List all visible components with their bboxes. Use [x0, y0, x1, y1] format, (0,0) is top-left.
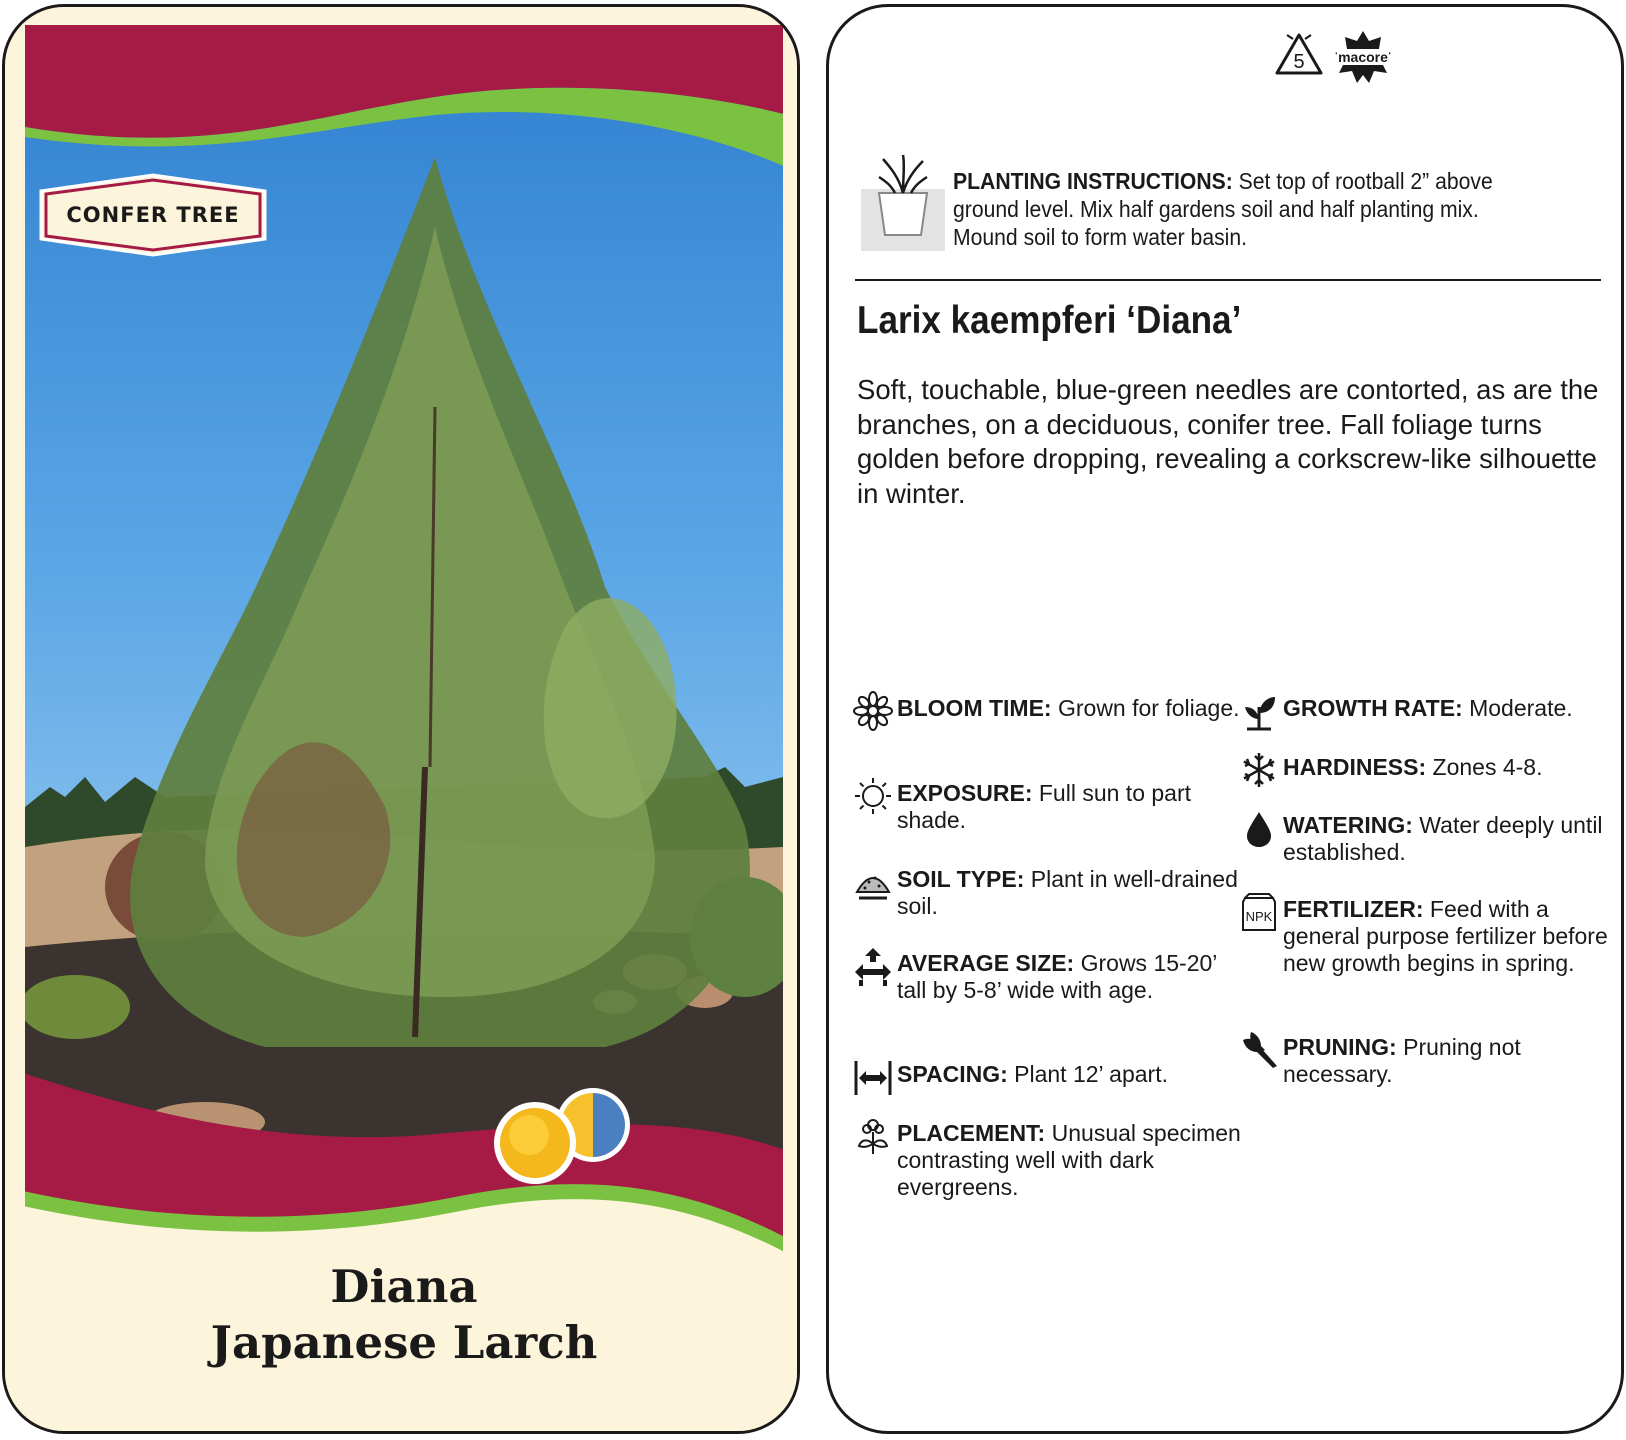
planting-instructions-label: PLANTING INSTRUCTIONS: [953, 168, 1233, 194]
growth-label: GROWTH RATE: [1283, 695, 1463, 721]
hardiness-label: HARDINESS: [1283, 754, 1427, 780]
attr-average-size [897, 950, 1243, 1004]
scientific-name: Larix kaempferi ‘Diana’ [857, 299, 1242, 342]
macore-logo-text: macore [1338, 49, 1388, 65]
sun-icon [853, 776, 893, 816]
water-drop-icon [1239, 808, 1279, 848]
soil-label: SOIL TYPE: [897, 866, 1025, 892]
spacing-label: SPACING: [897, 1061, 1008, 1087]
attr-growth-rate [1283, 695, 1624, 722]
exposure-value: Full sun to part shade. [897, 780, 1192, 833]
snowflake-icon [1239, 750, 1279, 790]
placement-plant-icon [853, 1116, 893, 1156]
attr-hardiness [1283, 754, 1624, 781]
attr-bloom-time [897, 695, 1243, 722]
full-sun-icon [494, 1102, 576, 1184]
pruning-label: PRUNING: [1283, 1034, 1397, 1060]
attr-placement [897, 1120, 1243, 1201]
back-card [826, 4, 1624, 1434]
planting-pot-icon [859, 153, 947, 253]
flower-icon [853, 691, 893, 731]
watering-value: Water deeply until established. [1283, 812, 1603, 865]
pruners-icon [1239, 1030, 1279, 1070]
plant-description: Soft, touchable, blue-green needles are contorted, as are the branches, on a deciduous, conifer tree. Fall foliage turns golden before dropping, revealing a corkscrew-like silhouette in winter. [857, 374, 1599, 509]
attr-fertilizer [1245, 896, 1624, 977]
planting-instructions [953, 167, 1542, 251]
bloom-value: Grown for foliage. [1051, 695, 1240, 721]
placement-value: Unusual specimen contrasting well with dark evergreens. [897, 1120, 1241, 1200]
fertilizer-label: FERTILIZER: [1283, 896, 1424, 922]
attr-soil-type [897, 866, 1243, 920]
spacing-arrows-icon [853, 1057, 893, 1097]
growth-value: Moderate. [1462, 695, 1573, 721]
hardiness-value: Zones 4-8. [1426, 754, 1543, 780]
attr-pruning [1283, 1034, 1624, 1088]
sprout-icon [1239, 691, 1279, 731]
category-badge [39, 173, 267, 257]
common-name-line2: Japanese Larch [210, 1316, 598, 1369]
section-divider [855, 279, 1601, 281]
attr-watering [1283, 812, 1624, 866]
attr-exposure [897, 780, 1243, 834]
attr-spacing [897, 1061, 1243, 1088]
recycle-icon [1273, 31, 1325, 81]
macore-logo [1329, 29, 1397, 87]
size-arrows-icon [853, 946, 893, 986]
common-name-line1: Diana [330, 1260, 478, 1313]
soil-value: Plant in well-drained soil. [897, 866, 1238, 919]
bloom-label: BLOOM TIME: [897, 695, 1052, 721]
category-label: CONFER TREE [66, 203, 240, 227]
soil-pile-icon [853, 862, 893, 902]
pruning-value: Pruning not necessary. [1283, 1034, 1521, 1087]
recycle-number: 5 [1293, 51, 1305, 73]
npk-label: NPK [1245, 909, 1273, 924]
npk-bag-icon [1239, 892, 1279, 932]
spacing-value: Plant 12’ apart. [1007, 1061, 1168, 1087]
front-card [2, 4, 800, 1434]
planting-instructions-text: Set top of rootball 2” above ground level. Mix half gardens soil and half planting mix. Mound soil to form water basin. [953, 168, 1493, 250]
size-value: Grows 15-20’ tall by 5-8’ wide with age. [897, 950, 1217, 1003]
exposure-label: EXPOSURE: [897, 780, 1033, 806]
fertilizer-value: Feed with a general purpose fertilizer before new growth begins in spring. [1283, 896, 1608, 976]
size-label: AVERAGE SIZE: [897, 950, 1075, 976]
watering-label: WATERING: [1283, 812, 1413, 838]
placement-label: PLACEMENT: [897, 1120, 1046, 1146]
